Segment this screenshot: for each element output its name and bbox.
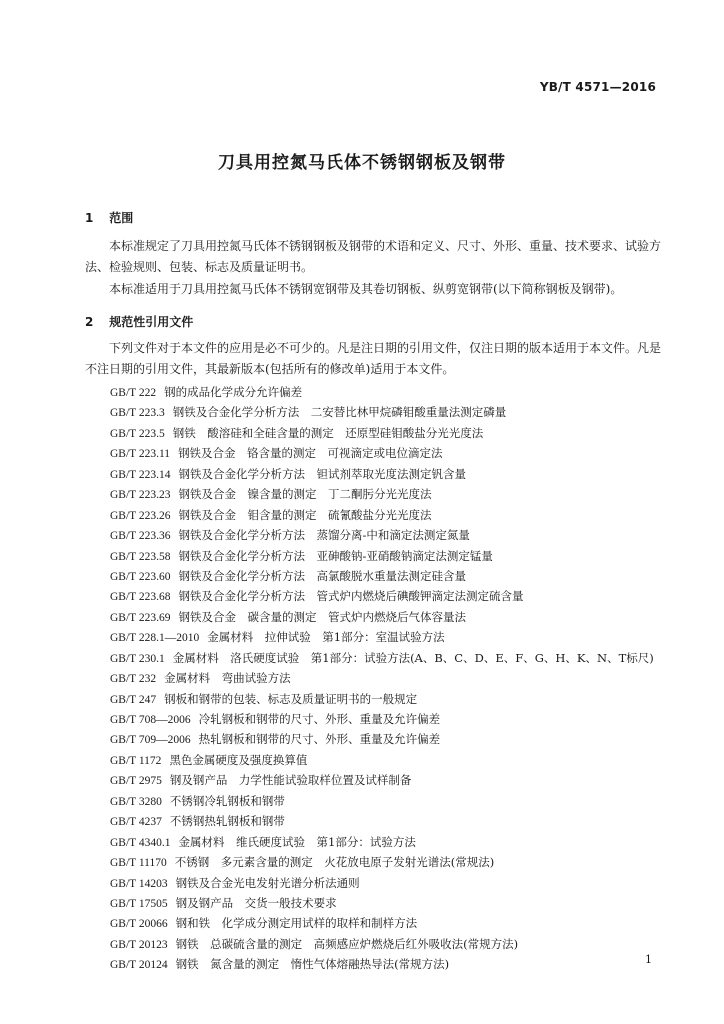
- reference-item: [110, 811, 670, 831]
- reference-title: 钢铁及合金 钼含量的测定 硫氰酸盐分光光度法: [178, 507, 432, 522]
- reference-title: 金属材料 维氏硬度试验 第1部分：试验方法: [178, 834, 416, 849]
- reference-title: 热轧钢板和钢带的尺寸、外形、重量及允许偏差: [198, 732, 441, 747]
- reference-item: [110, 464, 670, 484]
- reference-title: 钢及钢产品 力学性能试验取样位置及试样制备: [169, 773, 412, 788]
- reference-item: [110, 484, 670, 504]
- reference-code: GB/T 230.1: [110, 652, 165, 665]
- reference-title: 金属材料 弯曲试验方法: [164, 671, 291, 686]
- section-2-heading: [85, 313, 193, 330]
- reference-item: [110, 648, 670, 668]
- reference-code: GB/T 20123: [110, 938, 168, 951]
- reference-item: [110, 443, 670, 463]
- reference-item: [110, 791, 670, 811]
- reference-title: 钢铁及合金化学分析方法 二安替比林甲烷磷钼酸重量法测定磷量: [172, 405, 507, 420]
- section-2-title: 规范性引用文件: [109, 315, 194, 329]
- reference-code: GB/T 4340.1: [110, 836, 171, 849]
- reference-code: GB/T 20066: [110, 918, 168, 931]
- reference-code: GB/T 11170: [110, 857, 167, 870]
- reference-title: 不锈钢冷轧钢板和钢带: [169, 793, 285, 808]
- reference-title: 钢铁及合金 铬含量的测定 可视滴定或电位滴定法: [178, 446, 443, 461]
- reference-title: 钢铁及合金 镍含量的测定 丁二酮肟分光光度法: [178, 487, 432, 502]
- reference-code: GB/T 223.11: [110, 448, 171, 461]
- reference-code: GB/T 223.36: [110, 530, 171, 543]
- reference-code: GB/T 223.5: [110, 427, 165, 440]
- reference-item: [110, 873, 670, 893]
- scope-paragraph-2: 本标准适用于刀具用控氮马氏体不锈钢宽钢带及其卷切钢板、纵剪宽钢带(以下简称钢板及钢带)。: [109, 282, 623, 296]
- reference-item: [110, 934, 670, 954]
- reference-code: GB/T 17505: [110, 897, 168, 910]
- page-number: 1: [645, 953, 652, 966]
- reference-code: GB/T 20124: [110, 959, 168, 972]
- reference-item: [110, 525, 670, 545]
- reference-title: 钢和铁 化学成分测定用试样的取样和制样方法: [175, 916, 418, 931]
- reference-item: [110, 893, 670, 913]
- reference-title: 钢铁及合金化学分析方法 钽试剂萃取光度法测定钒含量: [178, 466, 466, 481]
- reference-title: 不锈钢热轧钢板和钢带: [169, 814, 285, 829]
- reference-title: 钢铁及合金化学分析方法 管式炉内燃烧后碘酸钾滴定法测定硫含量: [178, 589, 524, 604]
- reference-title: 钢铁及合金化学分析方法 高氯酸脱水重量法测定硅含量: [178, 568, 466, 583]
- reference-item: [110, 607, 670, 627]
- reference-title: 钢板和钢带的包装、标志及质量证明书的一般规定: [164, 691, 418, 706]
- reference-item: [110, 586, 670, 606]
- reference-code: GB/T 223.68: [110, 591, 171, 604]
- reference-title: 钢的成品化学成分允许偏差: [164, 385, 303, 399]
- reference-title: 钢铁 总碳硫含量的测定 高频感应炉燃烧后红外吸收法(常规方法): [175, 936, 519, 951]
- reference-title: 钢铁及合金化学分析方法 亚砷酸钠-亚硝酸钠滴定法测定锰量: [178, 548, 493, 563]
- reference-item: [110, 770, 670, 790]
- reference-code: GB/T 14203: [110, 877, 168, 890]
- section-1-heading: [85, 209, 133, 226]
- reference-title: 冷轧钢板和钢带的尺寸、外形、重量及允许偏差: [198, 712, 441, 726]
- reference-title: 钢铁及合金化学分析方法 蒸馏分离-中和滴定法测定氮量: [178, 528, 470, 543]
- document-title: 刀具用控氮马氏体不锈钢钢板及钢带: [218, 153, 506, 173]
- reference-code: GB/T 3280: [110, 795, 162, 808]
- reference-code: GB/T 223.26: [110, 509, 171, 522]
- reference-title: 不锈钢 多元素含量的测定 火花放电原子发射光谱法(常规法): [174, 855, 495, 870]
- reference-item: [110, 750, 670, 770]
- reference-title: 钢铁及合金光电发射光谱分析法通则: [175, 875, 360, 890]
- reference-code: GB/T 232: [110, 673, 157, 686]
- reference-code: GB/T 223.23: [110, 489, 171, 502]
- reference-item: [110, 402, 670, 422]
- reference-code: GB/T 1172: [110, 754, 162, 767]
- reference-item: [110, 423, 670, 443]
- reference-code: GB/T 709—2006: [110, 734, 191, 747]
- reference-item: [110, 505, 670, 525]
- reference-code: GB/T 223.69: [110, 611, 171, 624]
- references-intro: 下列文件对于本文件的应用是必不可少的。凡是注日期的引用文件，仅注日期的版本适用于本文件。凡是不注日期的引用文件，其最新版本(包括所有的修改单)适用于本文件。: [85, 341, 662, 376]
- reference-code: GB/T 223.58: [110, 550, 171, 563]
- reference-code: GB/T 223.3: [110, 407, 165, 420]
- reference-code: GB/T 247: [110, 693, 157, 706]
- reference-item: [110, 852, 670, 872]
- reference-code: GB/T 708—2006: [110, 714, 191, 726]
- reference-code: GB/T 4237: [110, 816, 162, 829]
- reference-item: [110, 709, 670, 729]
- reference-title: 金属材料 拉伸试验 第1部分：室温试验方法: [207, 630, 445, 645]
- reference-item: [110, 627, 670, 647]
- reference-code: GB/T 223.14: [110, 468, 171, 481]
- reference-title: 金属材料 洛氏硬度试验 第1部分：试验方法(A、B、C、D、E、F、G、H、K、N、T标尺): [172, 650, 654, 665]
- reference-item: [110, 729, 670, 749]
- reference-code: GB/T 2975: [110, 775, 162, 788]
- reference-code: GB/T 223.60: [110, 570, 171, 583]
- reference-item: [110, 954, 670, 974]
- section-1-number: 1: [85, 211, 94, 225]
- reference-title: 钢铁 酸溶硅和全硅含量的测定 还原型硅钼酸盐分光光度法: [172, 425, 484, 440]
- reference-title: 黑色金属硬度及强度换算值: [169, 752, 308, 767]
- reference-item: [110, 382, 670, 402]
- reference-title: 钢及钢产品 交货一般技术要求: [175, 895, 337, 910]
- reference-item: [110, 689, 670, 709]
- reference-title: 钢铁 氮含量的测定 惰性气体熔融热导法(常规方法): [175, 957, 450, 972]
- section-1-title: 范围: [109, 211, 134, 225]
- reference-item: [110, 832, 670, 852]
- reference-item: [110, 566, 670, 586]
- reference-item: [110, 913, 670, 933]
- reference-item: [110, 668, 670, 688]
- reference-code: GB/T 228.1—2010: [110, 632, 200, 645]
- reference-title: 钢铁及合金 碳含量的测定 管式炉内燃烧后气体容量法: [178, 609, 466, 624]
- scope-paragraph-1: 本标准规定了刀具用控氮马氏体不锈钢钢板及钢带的术语和定义、尺寸、外形、重量、技术要求、试验方法、检验规则、包装、标志及质量证明书。: [85, 239, 662, 274]
- reference-code: GB/T 222: [110, 387, 157, 399]
- standard-number: YB/T 4571—2016: [539, 80, 656, 94]
- section-2-number: 2: [85, 315, 94, 329]
- reference-item: [110, 546, 670, 566]
- references-list: [110, 382, 670, 975]
